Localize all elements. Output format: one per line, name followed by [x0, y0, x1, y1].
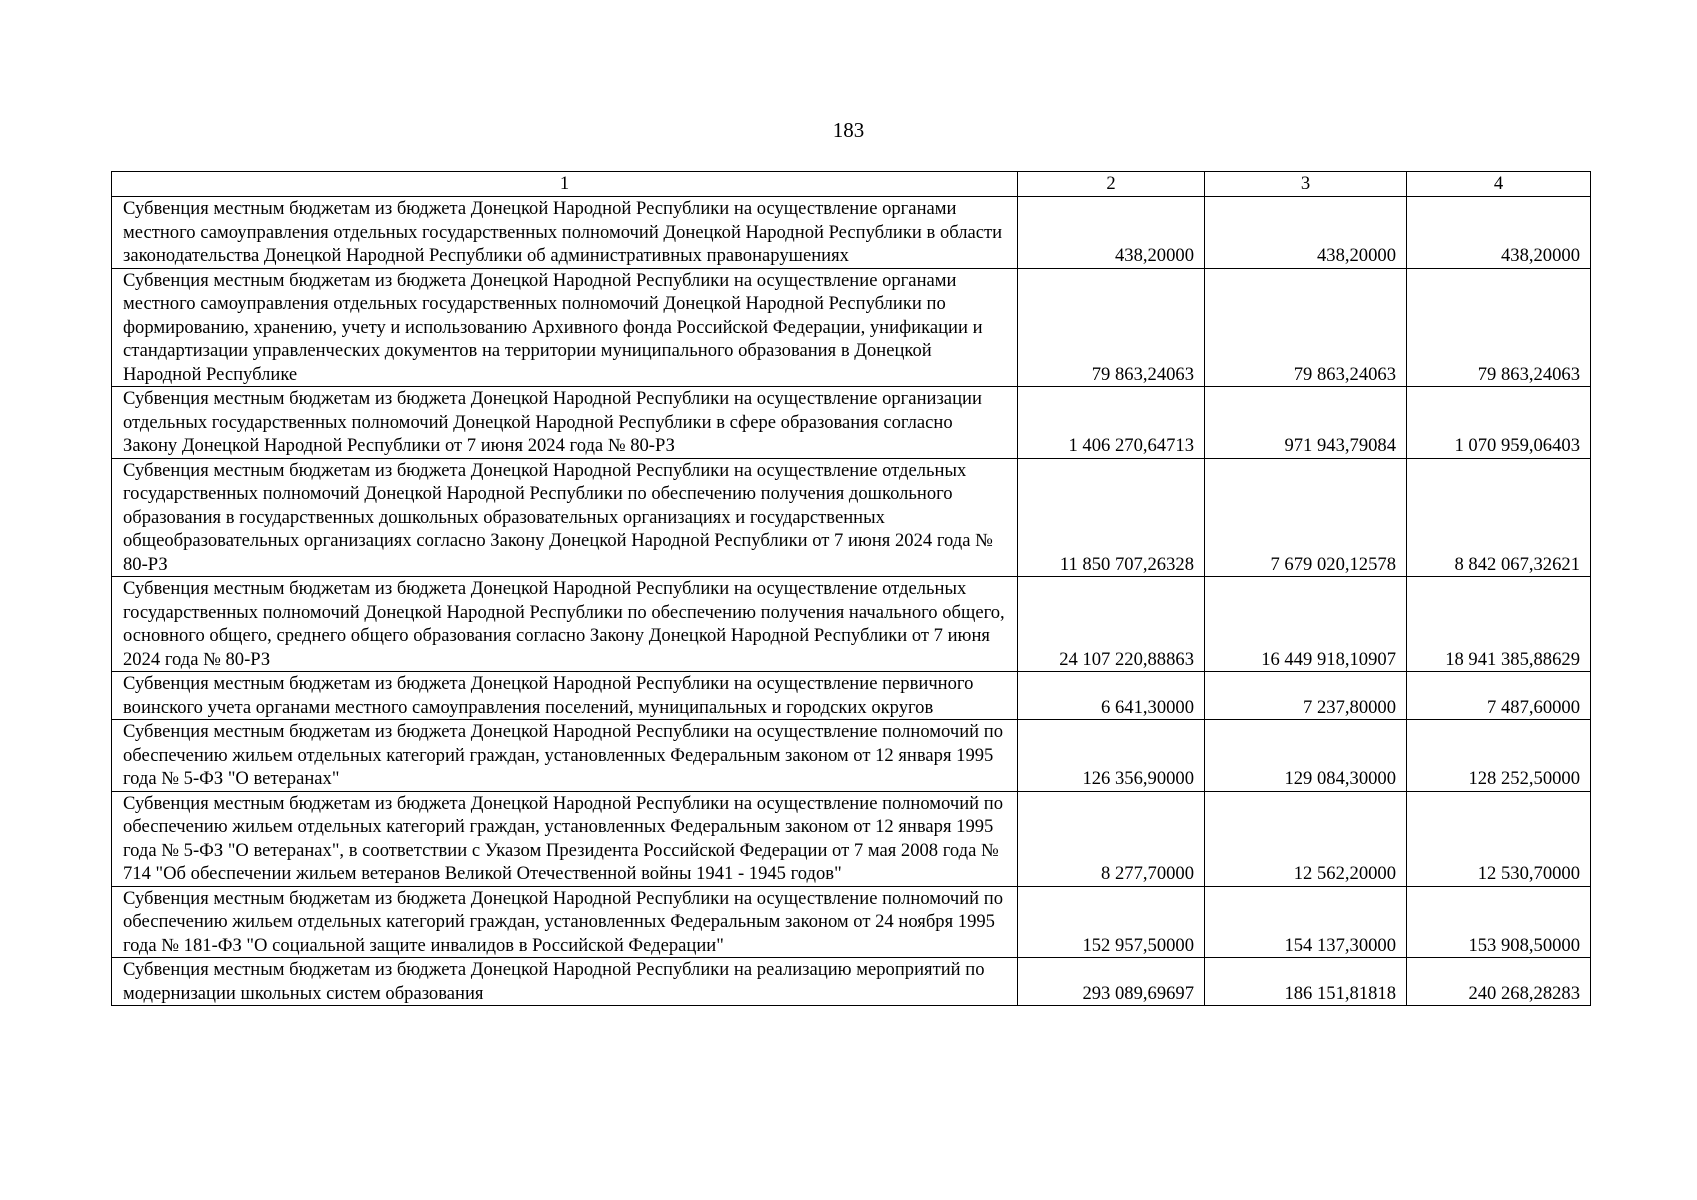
row-value-col4: 8 842 067,32621	[1407, 458, 1591, 577]
row-description: Субвенция местным бюджетам из бюджета Донецкой Народной Республики на осуществление полномочий по обеспечению жильем отдельных категорий граждан, установленных Федеральным законом от 12 января 1995 года № 5-ФЗ "О ветеранах"	[112, 720, 1018, 792]
row-value-col4: 153 908,50000	[1407, 886, 1591, 958]
row-value-col3: 16 449 918,10907	[1205, 577, 1407, 672]
table-row	[112, 458, 1591, 577]
table-row	[112, 886, 1591, 958]
table-row	[112, 720, 1591, 792]
row-value-col2: 1 406 270,64713	[1018, 387, 1205, 459]
table-row	[112, 791, 1591, 886]
row-value-col2: 24 107 220,88863	[1018, 577, 1205, 672]
row-value-col2: 438,20000	[1018, 197, 1205, 269]
row-value-col3: 154 137,30000	[1205, 886, 1407, 958]
row-value-col3: 971 943,79084	[1205, 387, 1407, 459]
row-value-col2: 6 641,30000	[1018, 672, 1205, 720]
column-header-1: 1	[112, 172, 1018, 197]
row-description: Субвенция местным бюджетам из бюджета Донецкой Народной Республики на осуществление органами местного самоуправления отдельных государственных полномочий Донецкой Народной Республики в области законодательства Донецкой Народной Республики об административных правонарушениях	[112, 197, 1018, 269]
row-description: Субвенция местным бюджетам из бюджета Донецкой Народной Республики на осуществление отдельных государственных полномочий Донецкой Народной Республики по обеспечению получения дошкольного образования в государственных дошкольных образовательных организациях и государственных общеобразовательных организациях согласно Закону Донецкой Народной Республики от 7 июня 2024 года № 80-РЗ	[112, 458, 1018, 577]
table-row	[112, 268, 1591, 387]
row-value-col3: 438,20000	[1205, 197, 1407, 269]
row-value-col2: 293 089,69697	[1018, 958, 1205, 1006]
budget-table	[111, 171, 1591, 1006]
column-header-3: 3	[1205, 172, 1407, 197]
row-value-col2: 11 850 707,26328	[1018, 458, 1205, 577]
row-value-col3: 12 562,20000	[1205, 791, 1407, 886]
row-value-col2: 152 957,50000	[1018, 886, 1205, 958]
row-description: Субвенция местным бюджетам из бюджета Донецкой Народной Республики на осуществление отдельных государственных полномочий Донецкой Народной Республики по обеспечению получения начального общего, основного общего, среднего общего образования согласно Закону Донецкой Народной Республики от 7 июня 2024 года № 80-РЗ	[112, 577, 1018, 672]
row-value-col3: 7 679 020,12578	[1205, 458, 1407, 577]
row-description: Субвенция местным бюджетам из бюджета Донецкой Народной Республики на осуществление организации отдельных государственных полномочий Донецкой Народной Республики в сфере образования согласно Закону Донецкой Народной Республики от 7 июня 2024 года № 80-РЗ	[112, 387, 1018, 459]
row-value-col2: 79 863,24063	[1018, 268, 1205, 387]
row-value-col4: 12 530,70000	[1407, 791, 1591, 886]
page-number: 183	[832, 118, 865, 142]
row-value-col4: 7 487,60000	[1407, 672, 1591, 720]
row-value-col3: 129 084,30000	[1205, 720, 1407, 792]
row-value-col4: 1 070 959,06403	[1407, 387, 1591, 459]
row-value-col4: 18 941 385,88629	[1407, 577, 1591, 672]
table-row	[112, 958, 1591, 1006]
row-description: Субвенция местным бюджетам из бюджета Донецкой Народной Республики на осуществление первичного воинского учета органами местного самоуправления поселений, муниципальных и городских округов	[112, 672, 1018, 720]
table-row	[112, 672, 1591, 720]
row-value-col2: 126 356,90000	[1018, 720, 1205, 792]
row-value-col3: 186 151,81818	[1205, 958, 1407, 1006]
row-value-col2: 8 277,70000	[1018, 791, 1205, 886]
row-value-col4: 240 268,28283	[1407, 958, 1591, 1006]
row-description: Субвенция местным бюджетам из бюджета Донецкой Народной Республики на реализацию мероприятий по модернизации школьных систем образования	[112, 958, 1018, 1006]
column-header-4: 4	[1407, 172, 1591, 197]
table-row	[112, 387, 1591, 459]
table-header-row	[112, 172, 1591, 197]
table-row	[112, 577, 1591, 672]
row-description: Субвенция местным бюджетам из бюджета Донецкой Народной Республики на осуществление органами местного самоуправления отдельных государственных полномочий Донецкой Народной Республики по формированию, хранению, учету и использованию Архивного фонда Российской Федерации, унификации и стандартизации управленческих документов на территории муниципального образования в Донецкой Народной Республике	[112, 268, 1018, 387]
row-description: Субвенция местным бюджетам из бюджета Донецкой Народной Республики на осуществление полномочий по обеспечению жильем отдельных категорий граждан, установленных Федеральным законом от 12 января 1995 года № 5-ФЗ "О ветеранах", в соответствии с Указом Президента Российской Федерации от 7 мая 2008 года № 714 "Об обеспечении жильем ветеранов Великой Отечественной войны 1941 - 1945 годов"	[112, 791, 1018, 886]
row-value-col3: 79 863,24063	[1205, 268, 1407, 387]
column-header-2: 2	[1018, 172, 1205, 197]
row-value-col4: 438,20000	[1407, 197, 1591, 269]
table-row	[112, 197, 1591, 269]
row-value-col4: 128 252,50000	[1407, 720, 1591, 792]
row-description: Субвенция местным бюджетам из бюджета Донецкой Народной Республики на осуществление полномочий по обеспечению жильем отдельных категорий граждан, установленных Федеральным законом от 24 ноября 1995 года № 181-ФЗ "О социальной защите инвалидов в Российской Федерации"	[112, 886, 1018, 958]
row-value-col4: 79 863,24063	[1407, 268, 1591, 387]
row-value-col3: 7 237,80000	[1205, 672, 1407, 720]
